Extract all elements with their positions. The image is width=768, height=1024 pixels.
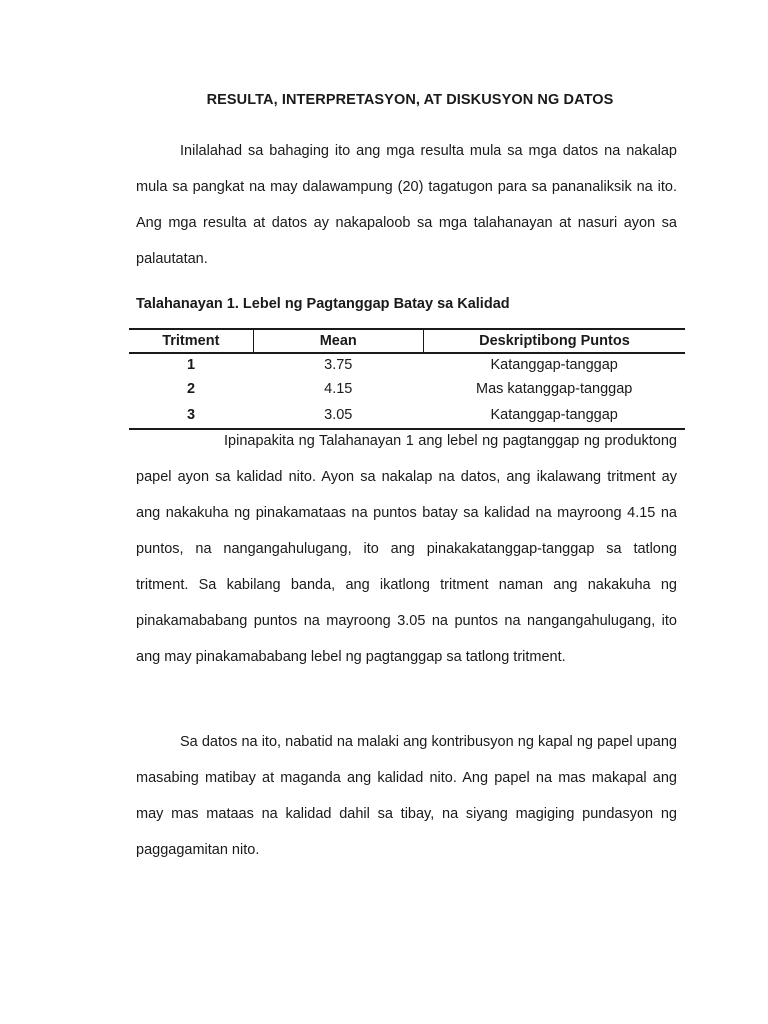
- results-table: [129, 328, 685, 430]
- conclusion-text: Sa datos na ito, nabatid na malaki ang kontribusyon ng kapal ng papel upang masabing matibay at maganda ang kalidad nito. Ang papel na mas makapal ang may mas mataas na kalidad dahil sa tibay, na siyang magiging pundasyon ng paggagamitan nito.: [136, 734, 677, 858]
- cell-deskriptibong-puntos: Katanggap-tanggap: [490, 357, 618, 373]
- header-tritment: Tritment: [129, 329, 253, 353]
- intro-text: Inilalahad sa bahaging ito ang mga resulta mula sa mga datos na nakalap mula sa pangkat na may dalawampung (20) tagatugon para sa pananaliksik na ito. Ang mga resulta at datos ay nakapaloob sa mga talahanayan at nasuri ayon sa palautatan.: [136, 143, 677, 267]
- table-row: [129, 353, 685, 376]
- cell-tritment: 1: [187, 357, 196, 373]
- cell-tritment: 2: [187, 380, 196, 397]
- header-mean: Mean: [253, 329, 423, 353]
- intro-paragraph: [136, 133, 677, 277]
- cell-deskriptibong-puntos: Mas katanggap-tanggap: [475, 380, 633, 397]
- analysis-text: Ipinapakita ng Talahanayan 1 ang lebel ng pagtanggap ng produktong papel ayon sa kalidad nito. Ayon sa nakalap na datos, ang ikalawang tritment ay ang nakakuha ng pinakamataas na puntos batay sa kalidad na mayroong 4.15 na puntos, na nangangahulugang, ito ang pinakakatanggap-tanggap sa tatlong tritment. Sa kabilang banda, ang ikatlong tritment naman ang nakakuha ng pinakamababang puntos na mayroong 3.05 na puntos na nangangahulugang, ito ang may pinakamababang lebel ng pagtanggap sa tatlong tritment.: [136, 433, 677, 665]
- document-title: RESULTA, INTERPRETASYON, AT DISKUSYON NG DATOS: [206, 92, 614, 108]
- conclusion-paragraph: [136, 724, 677, 868]
- cell-mean: 3.75: [324, 357, 353, 373]
- cell-tritment: 3: [129, 401, 253, 429]
- header-deskriptibong-puntos: Deskriptibong Puntos: [423, 329, 685, 353]
- analysis-paragraph: [136, 423, 677, 675]
- table-caption: Talahanayan 1. Lebel ng Pagtanggap Batay sa Kalidad: [136, 296, 510, 312]
- table-header-row: [129, 329, 685, 353]
- cell-mean: 3.05: [253, 401, 423, 429]
- table-row: [129, 376, 685, 401]
- cell-mean: 4.15: [324, 380, 353, 397]
- cell-deskriptibong-puntos: Katanggap-tanggap: [423, 401, 685, 429]
